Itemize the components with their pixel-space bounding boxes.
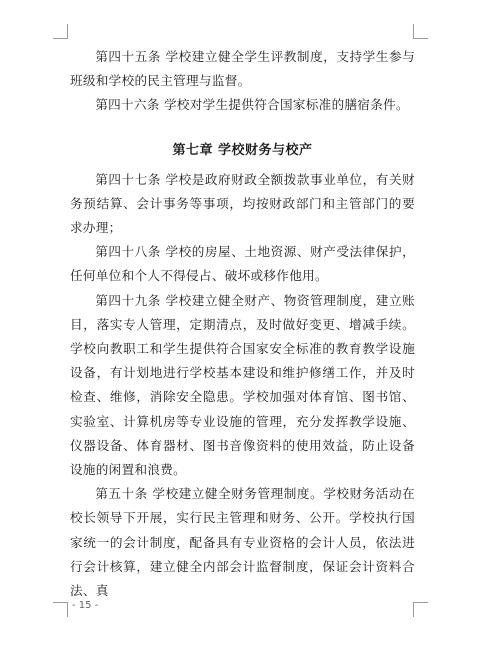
document-body [70, 45, 415, 603]
article-47: 第四十七条 学校是政府财政全额拨款事业单位，有关财务预结算、会计事务等事项，均按财政部门和主管部门的要求办理； [70, 171, 415, 236]
article-50: 第五十条 学校建立健全财务管理制度。学校财务活动在校长领导下开展，实行民主管理和财务、公开。学校执行国家统一的会计制度，配备具有专业资格的会计人员，依法进行会计核算，建立健全内部会计监督制度，保证会计资料合法、真 [70, 486, 415, 599]
crop-mark-top-right [413, 24, 428, 39]
article-45: 第四十五条 学校建立健全学生评教制度，支持学生参与班级和学校的民主管理与监督。 [70, 49, 415, 89]
chapter-heading: 第七章 学校财务与校产 [172, 142, 313, 158]
article-46: 第四十六条 学校对学生提供符合国家标准的膳宿条件。 [95, 97, 409, 113]
crop-mark-top-left [53, 24, 68, 39]
crop-mark-bottom-right [413, 602, 428, 617]
article-48: 第四十八条 学校的房屋、土地资源、财产受法律保护，任何单位和个人不得侵占、破坏或移作他用。 [70, 244, 415, 284]
page-number: - 15 - [72, 600, 99, 611]
crop-mark-bottom-left [53, 602, 68, 617]
article-49: 第四十九条 学校建立健全财产、物资管理制度，建立账目，落实专人管理，定期清点，及时做好变更、增减手续。学校向教职工和学生提供符合国家安全标准的教育教学设施设备，有计划地进行学校基本建设和维护修缮工作，并及时检查、维修，消除安全隐患。学校加强对体育馆、图书馆、实验室、计算机房等专业设施的管理，充分发挥教学设施、仪器设备、体育器材、图书音像资料的使用效益，防止设备设施的闲置和浪费。 [70, 292, 415, 478]
